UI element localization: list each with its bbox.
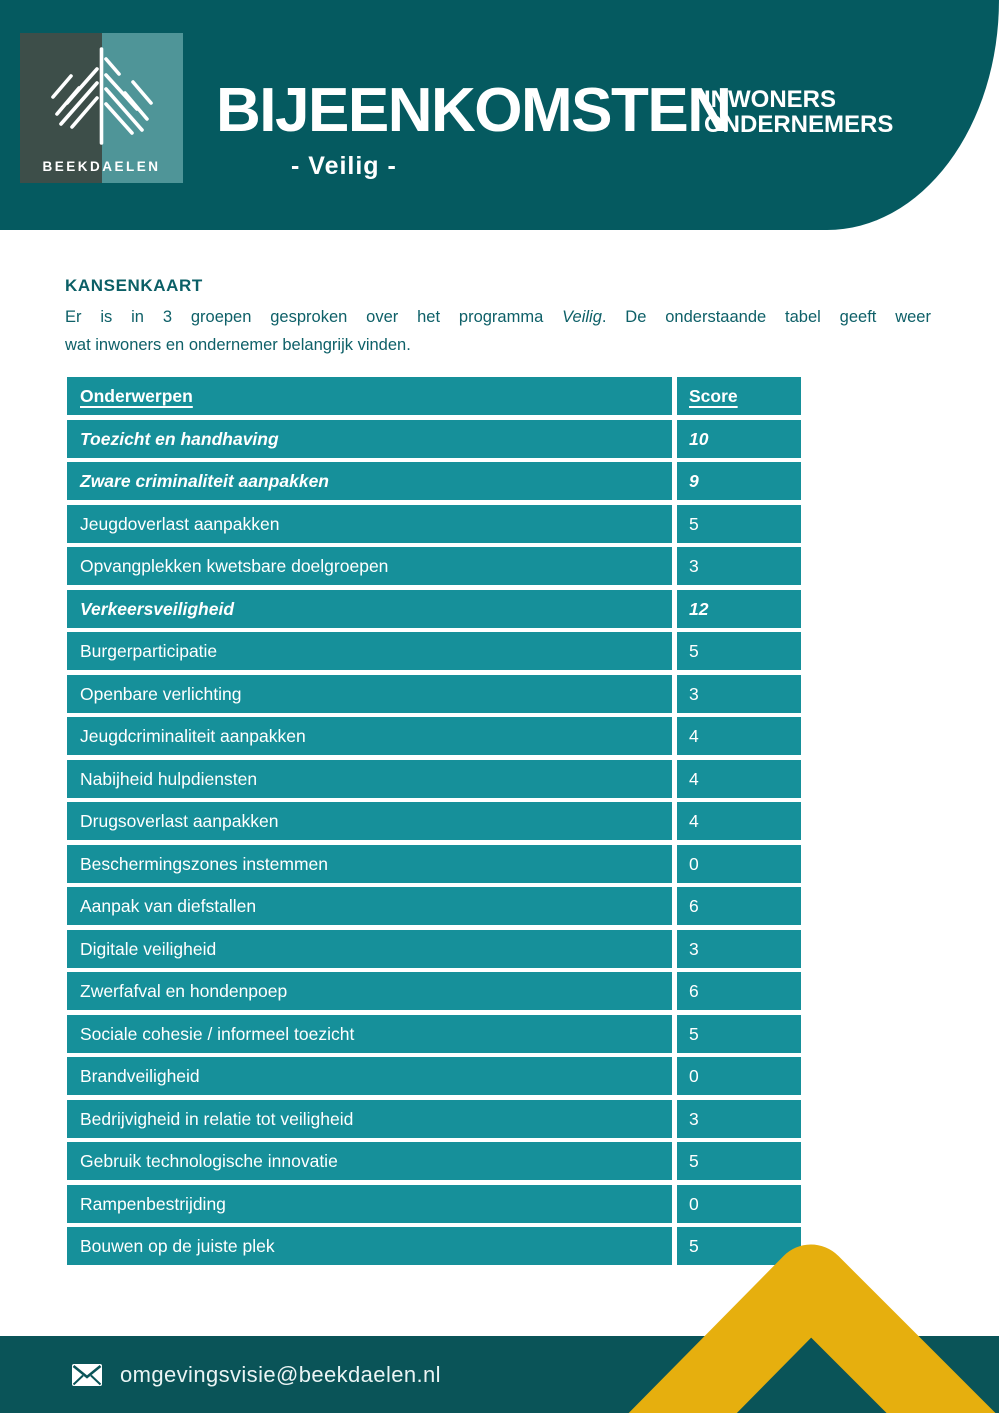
score-cell: 3	[677, 547, 801, 585]
score-cell: 0	[677, 1057, 801, 1095]
section-heading: KANSENKAART	[65, 276, 203, 295]
title-audience	[704, 87, 893, 137]
score-cell: 3	[677, 675, 801, 713]
scores-table	[67, 377, 801, 1265]
topic-cell: Toezicht en handhaving	[67, 420, 672, 458]
tree-icon	[20, 35, 183, 153]
table-row	[67, 1015, 801, 1053]
table-row	[67, 632, 801, 670]
score-cell: 4	[677, 760, 801, 798]
score-cell: 0	[677, 1185, 801, 1223]
table-row	[67, 590, 801, 628]
envelope-icon	[72, 1364, 102, 1386]
topic-cell: Jeugdoverlast aanpakken	[67, 505, 672, 543]
topic-cell: Openbare verlichting	[67, 675, 672, 713]
score-cell: 10	[677, 420, 801, 458]
topic-cell: Gebruik technologische innovatie	[67, 1142, 672, 1180]
score-cell: 5	[677, 1015, 801, 1053]
score-cell: 0	[677, 845, 801, 883]
topic-cell: Burgerparticipatie	[67, 632, 672, 670]
score-cell: 3	[677, 930, 801, 968]
table-row	[67, 972, 801, 1010]
audience-line-inwoners: INWONERS	[704, 86, 836, 113]
topic-cell: Bouwen op de juiste plek	[67, 1227, 672, 1265]
topic-cell: Zware criminaliteit aanpakken	[67, 462, 672, 500]
score-cell: 5	[677, 505, 801, 543]
topic-cell: Zwerfafval en hondenpoep	[67, 972, 672, 1010]
table-row	[67, 505, 801, 543]
score-cell: 5	[677, 1142, 801, 1180]
table-header-row	[67, 377, 801, 415]
topic-cell: Aanpak van diefstallen	[67, 887, 672, 925]
score-column-header: Score	[677, 377, 801, 415]
logo-wordmark: BEEKDAELEN	[42, 159, 161, 174]
score-cell: 3	[677, 1100, 801, 1138]
header-banner	[0, 0, 999, 230]
table-row	[67, 802, 801, 840]
table-row	[67, 845, 801, 883]
intro-section	[65, 276, 931, 359]
table-row	[67, 462, 801, 500]
topic-cell: Verkeersveiligheid	[67, 590, 672, 628]
intro-paragraph-line1: Er is in 3 groepen gesproken over het programma Veilig. De onderstaande tabel geeft weer	[65, 308, 931, 326]
score-cell: 5	[677, 1227, 801, 1265]
score-cell: 9	[677, 462, 801, 500]
intro-paragraph-line2: wat inwoners en ondernemer belangrijk vinden.	[65, 336, 411, 354]
topic-cell: Beschermingszones instemmen	[67, 845, 672, 883]
footer-email: omgevingsvisie@beekdaelen.nl	[120, 1361, 441, 1387]
table-row	[67, 1100, 801, 1138]
topic-cell: Brandveiligheid	[67, 1057, 672, 1095]
table-row	[67, 1057, 801, 1095]
table-row	[67, 547, 801, 585]
beekdaelen-logo	[20, 33, 183, 183]
topic-column-header: Onderwerpen	[67, 377, 672, 415]
topic-cell: Nabijheid hulpdiensten	[67, 760, 672, 798]
topic-cell: Jeugdcriminaliteit aanpakken	[67, 717, 672, 755]
topic-cell: Rampenbestrijding	[67, 1185, 672, 1223]
table-row	[67, 420, 801, 458]
score-cell: 6	[677, 887, 801, 925]
score-cell: 4	[677, 802, 801, 840]
table-row	[67, 1185, 801, 1223]
table-row	[67, 1227, 801, 1265]
topic-cell: Digitale veiligheid	[67, 930, 672, 968]
score-cell: 6	[677, 972, 801, 1010]
score-cell: 12	[677, 590, 801, 628]
table-row	[67, 1142, 801, 1180]
topic-cell: Sociale cohesie / informeel toezicht	[67, 1015, 672, 1053]
table-row	[67, 887, 801, 925]
program-tagline: - Veilig -	[291, 152, 397, 180]
score-cell: 5	[677, 632, 801, 670]
table-row	[67, 717, 801, 755]
table-row	[67, 675, 801, 713]
topic-cell: Bedrijvigheid in relatie tot veiligheid	[67, 1100, 672, 1138]
page-title: BIJEENKOMSTEN	[216, 76, 731, 145]
table-row	[67, 930, 801, 968]
topic-cell: Opvangplekken kwetsbare doelgroepen	[67, 547, 672, 585]
audience-line-ondernemers: ONDERNEMERS	[704, 111, 894, 138]
score-cell: 4	[677, 717, 801, 755]
table-row	[67, 760, 801, 798]
program-name-italic: Veilig	[562, 308, 602, 326]
footer-bar	[0, 1336, 999, 1413]
topic-cell: Drugsoverlast aanpakken	[67, 802, 672, 840]
